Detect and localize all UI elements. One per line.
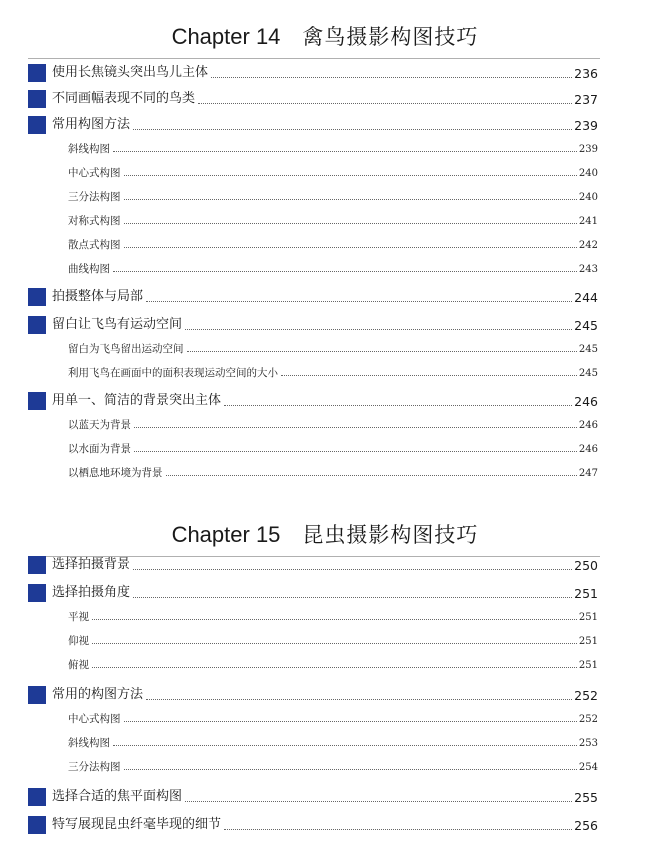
chapter-number: Chapter 15 bbox=[171, 522, 281, 547]
dot-leader bbox=[224, 828, 572, 830]
chapter-heading bbox=[0, 22, 650, 52]
section-marker-icon bbox=[28, 392, 46, 410]
section-marker-icon bbox=[28, 686, 46, 704]
page-number: 254 bbox=[578, 762, 598, 773]
dot-leader bbox=[124, 222, 577, 224]
section-marker-icon bbox=[28, 788, 46, 806]
section-marker-icon bbox=[28, 556, 46, 574]
entry-title: 俯视 bbox=[68, 659, 89, 671]
entry-title: 平视 bbox=[68, 611, 89, 623]
section-marker-icon bbox=[28, 288, 46, 306]
dot-leader bbox=[146, 698, 572, 700]
entry-title: 仰视 bbox=[68, 635, 89, 647]
chapter-divider bbox=[28, 58, 600, 59]
entry-title: 三分法构图 bbox=[68, 761, 121, 773]
toc-section-entry[interactable] bbox=[28, 786, 598, 806]
dot-leader bbox=[187, 350, 577, 352]
entry-title: 斜线构图 bbox=[68, 737, 110, 749]
dot-leader bbox=[281, 374, 577, 376]
dot-leader bbox=[124, 174, 577, 176]
page-number: 251 bbox=[574, 586, 598, 601]
section-marker-icon bbox=[28, 90, 46, 108]
page-number: 241 bbox=[578, 216, 598, 227]
dot-leader bbox=[124, 246, 577, 248]
toc-section-entry[interactable] bbox=[28, 62, 598, 82]
entry-title: 以水面为背景 bbox=[68, 443, 131, 455]
toc-subsection-entry[interactable] bbox=[28, 758, 598, 774]
dot-leader bbox=[166, 474, 577, 476]
entry-title: 选择拍摄角度 bbox=[52, 585, 131, 600]
dot-leader bbox=[92, 618, 577, 620]
dot-leader bbox=[92, 666, 577, 668]
entry-title: 利用飞鸟在画面中的面积表现运动空间的大小 bbox=[68, 367, 278, 379]
entry-title: 中心式构图 bbox=[68, 713, 121, 725]
dot-leader bbox=[92, 642, 577, 644]
toc-section-entry[interactable] bbox=[28, 390, 598, 410]
dot-leader bbox=[211, 76, 572, 78]
page-number: 253 bbox=[578, 738, 598, 749]
dot-leader bbox=[124, 198, 577, 200]
page-number: 243 bbox=[578, 264, 598, 275]
dot-leader bbox=[134, 450, 577, 452]
page-number: 251 bbox=[578, 636, 598, 647]
chapter-title: 禽鸟摄影构图技巧 bbox=[302, 25, 479, 49]
toc-subsection-entry[interactable] bbox=[28, 212, 598, 228]
toc-subsection-entry[interactable] bbox=[28, 608, 598, 624]
toc-subsection-entry[interactable] bbox=[28, 440, 598, 456]
dot-leader bbox=[133, 568, 572, 570]
page-number: 251 bbox=[578, 612, 598, 623]
entry-title: 留白让飞鸟有运动空间 bbox=[52, 317, 183, 332]
page-number: 246 bbox=[578, 420, 598, 431]
dot-leader bbox=[224, 404, 572, 406]
dot-leader bbox=[133, 596, 572, 598]
page-number: 240 bbox=[578, 192, 598, 203]
entry-title: 三分法构图 bbox=[68, 191, 121, 203]
page-number: 236 bbox=[574, 66, 598, 81]
toc-subsection-entry[interactable] bbox=[28, 416, 598, 432]
page-number: 239 bbox=[578, 144, 598, 155]
page-number: 244 bbox=[574, 290, 598, 305]
chapter-number: Chapter 14 bbox=[171, 24, 281, 49]
page-number: 242 bbox=[578, 240, 598, 251]
entry-title: 选择拍摄背景 bbox=[52, 557, 131, 572]
entry-title: 留白为飞鸟留出运动空间 bbox=[68, 343, 184, 355]
dot-leader bbox=[124, 768, 577, 770]
page-number: 239 bbox=[574, 118, 598, 133]
section-marker-icon bbox=[28, 64, 46, 82]
page-number: 252 bbox=[574, 688, 598, 703]
page-number: 240 bbox=[578, 168, 598, 179]
toc-subsection-entry[interactable] bbox=[28, 140, 598, 156]
entry-title: 用单一、简洁的背景突出主体 bbox=[52, 393, 222, 408]
dot-leader bbox=[198, 102, 572, 104]
toc-section-entry[interactable] bbox=[28, 286, 598, 306]
entry-title: 不同画幅表现不同的鸟类 bbox=[52, 91, 196, 106]
toc-section-entry[interactable] bbox=[28, 554, 598, 574]
entry-title: 常用构图方法 bbox=[52, 117, 131, 132]
chapter-heading bbox=[0, 520, 650, 550]
page-number: 255 bbox=[574, 790, 598, 805]
page-number: 237 bbox=[574, 92, 598, 107]
entry-title: 散点式构图 bbox=[68, 239, 121, 251]
entry-title: 对称式构图 bbox=[68, 215, 121, 227]
chapter-14-section bbox=[0, 22, 650, 52]
entry-title: 以栖息地环境为背景 bbox=[68, 467, 163, 479]
toc-subsection-entry[interactable] bbox=[28, 734, 598, 750]
page-number: 250 bbox=[574, 558, 598, 573]
toc-section-entry[interactable] bbox=[28, 314, 598, 334]
entry-title: 斜线构图 bbox=[68, 143, 110, 155]
entry-title: 使用长焦镜头突出鸟儿主体 bbox=[52, 65, 209, 80]
dot-leader bbox=[133, 128, 572, 130]
entry-title: 曲线构图 bbox=[68, 263, 110, 275]
section-marker-icon bbox=[28, 316, 46, 334]
entry-title: 特写展现昆虫纤毫毕现的细节 bbox=[52, 817, 222, 832]
page-number: 247 bbox=[578, 468, 598, 479]
toc-section-entry[interactable] bbox=[28, 88, 598, 108]
toc-subsection-entry[interactable] bbox=[28, 632, 598, 648]
dot-leader bbox=[185, 328, 572, 330]
entry-title: 选择合适的焦平面构图 bbox=[52, 789, 183, 804]
page-number: 252 bbox=[578, 714, 598, 725]
toc-section-entry[interactable] bbox=[28, 114, 598, 134]
chapter-title: 昆虫摄影构图技巧 bbox=[302, 523, 479, 547]
toc-subsection-entry[interactable] bbox=[28, 164, 598, 180]
chapter-15-section bbox=[0, 520, 650, 550]
entry-title: 拍摄整体与局部 bbox=[52, 289, 144, 304]
dot-leader bbox=[134, 426, 577, 428]
toc-subsection-entry[interactable] bbox=[28, 340, 598, 356]
dot-leader bbox=[113, 744, 577, 746]
page-number: 256 bbox=[574, 818, 598, 833]
page-number: 251 bbox=[578, 660, 598, 671]
page-number: 245 bbox=[578, 344, 598, 355]
dot-leader bbox=[113, 150, 577, 152]
page-number: 246 bbox=[578, 444, 598, 455]
section-marker-icon bbox=[28, 116, 46, 134]
toc-subsection-entry[interactable] bbox=[28, 656, 598, 672]
toc-section-entry[interactable] bbox=[28, 684, 598, 704]
page-number: 245 bbox=[574, 318, 598, 333]
page-number: 246 bbox=[574, 394, 598, 409]
entry-title: 常用的构图方法 bbox=[52, 687, 144, 702]
dot-leader bbox=[124, 720, 577, 722]
entry-title: 中心式构图 bbox=[68, 167, 121, 179]
section-marker-icon bbox=[28, 584, 46, 602]
toc-subsection-entry[interactable] bbox=[28, 260, 598, 276]
toc-subsection-entry[interactable] bbox=[28, 188, 598, 204]
toc-subsection-entry[interactable] bbox=[28, 236, 598, 252]
dot-leader bbox=[113, 270, 577, 272]
dot-leader bbox=[185, 800, 572, 802]
section-marker-icon bbox=[28, 816, 46, 834]
toc-subsection-entry[interactable] bbox=[28, 364, 598, 380]
dot-leader bbox=[146, 300, 572, 302]
page-number: 245 bbox=[578, 368, 598, 379]
toc-section-entry[interactable] bbox=[28, 814, 598, 834]
toc-subsection-entry[interactable] bbox=[28, 710, 598, 726]
toc-section-entry[interactable] bbox=[28, 582, 598, 602]
entry-title: 以蓝天为背景 bbox=[68, 419, 131, 431]
toc-subsection-entry[interactable] bbox=[28, 464, 598, 480]
